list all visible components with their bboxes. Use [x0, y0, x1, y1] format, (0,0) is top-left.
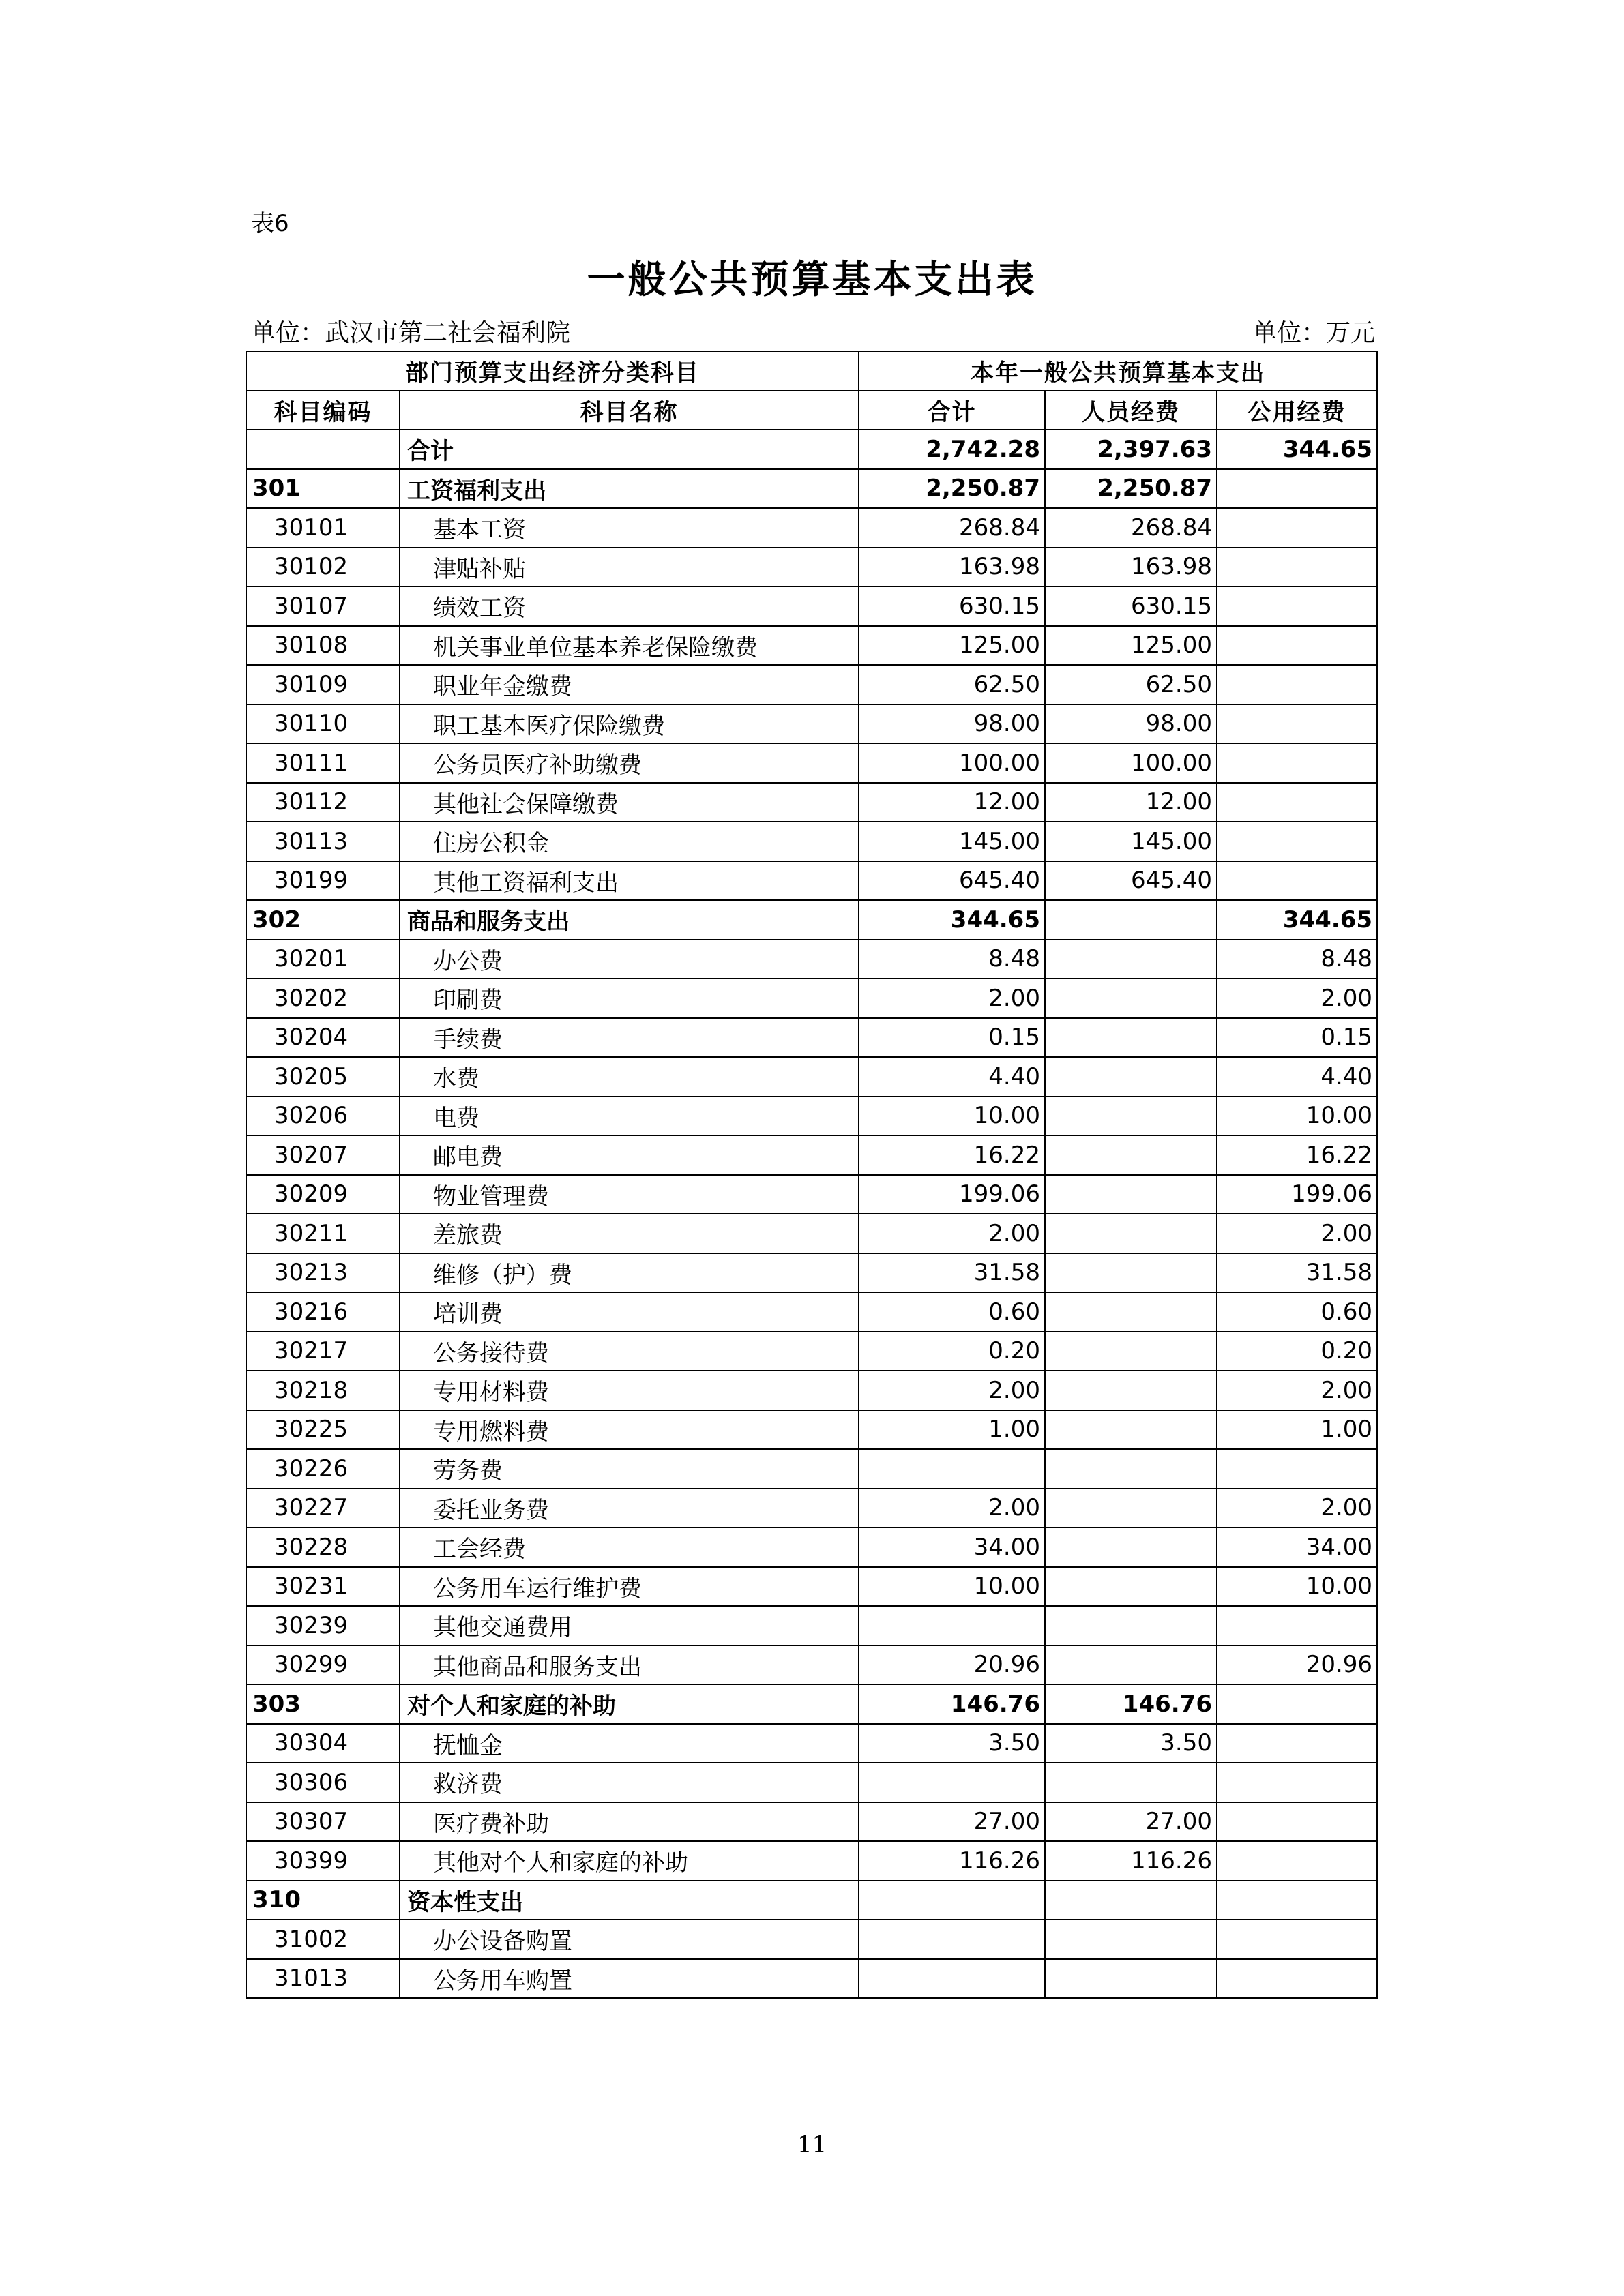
cell-name: 印刷费	[400, 979, 859, 1018]
table-row	[246, 1371, 1377, 1410]
cell-personnel: 98.00	[1045, 704, 1217, 744]
cell-total: 12.00	[859, 783, 1045, 822]
cell-personnel	[1045, 1489, 1217, 1528]
header-group-row	[246, 351, 1377, 391]
cell-code: 30112	[246, 783, 400, 822]
cell-code: 30199	[246, 861, 400, 901]
cell-total: 98.00	[859, 704, 1045, 744]
cell-name: 维修（护）费	[400, 1253, 859, 1293]
cell-name: 其他对个人和家庭的补助	[400, 1841, 859, 1881]
page-title: 一般公共预算基本支出表	[587, 257, 1037, 302]
cell-personnel: 125.00	[1045, 626, 1217, 666]
cell-personnel	[1045, 1567, 1217, 1607]
cell-personnel: 645.40	[1045, 861, 1217, 901]
cell-total	[859, 1920, 1045, 1959]
table-row	[246, 1332, 1377, 1371]
cell-public: 10.00	[1217, 1567, 1377, 1607]
cell-personnel	[1045, 1175, 1217, 1214]
table-row	[246, 1606, 1377, 1645]
cell-total: 2.00	[859, 1214, 1045, 1253]
cell-public: 2.00	[1217, 979, 1377, 1018]
cell-personnel	[1045, 1253, 1217, 1293]
cell-code: 301	[246, 469, 400, 509]
cell-code: 30211	[246, 1214, 400, 1253]
cell-public	[1217, 1802, 1377, 1842]
cell-public	[1217, 1724, 1377, 1763]
cell-public	[1217, 1763, 1377, 1802]
cell-personnel: 2,397.63	[1045, 430, 1217, 469]
table-row	[246, 783, 1377, 822]
cell-total: 1.00	[859, 1410, 1045, 1450]
cell-name: 对个人和家庭的补助	[400, 1684, 859, 1724]
cell-code: 303	[246, 1684, 400, 1724]
table-row	[246, 1724, 1377, 1763]
cell-name: 其他工资福利支出	[400, 861, 859, 901]
cell-personnel	[1045, 1332, 1217, 1371]
category-row	[246, 1684, 1377, 1724]
cell-total: 2.00	[859, 1489, 1045, 1528]
table-row	[246, 586, 1377, 626]
cell-total: 20.96	[859, 1645, 1045, 1685]
cell-public: 16.22	[1217, 1135, 1377, 1175]
table-row	[246, 822, 1377, 861]
cell-code: 30213	[246, 1253, 400, 1293]
cell-total	[859, 1959, 1045, 1999]
cell-name: 合计	[400, 430, 859, 469]
cell-public: 344.65	[1217, 900, 1377, 940]
cell-public	[1217, 743, 1377, 783]
cell-public	[1217, 1606, 1377, 1645]
cell-personnel	[1045, 1410, 1217, 1450]
cell-name: 差旅费	[400, 1214, 859, 1253]
table-row	[246, 1214, 1377, 1253]
cell-code: 30108	[246, 626, 400, 666]
cell-code: 30228	[246, 1527, 400, 1567]
cell-code: 30239	[246, 1606, 400, 1645]
cell-name: 办公费	[400, 940, 859, 979]
cell-name: 办公设备购置	[400, 1920, 859, 1959]
cell-public: 4.40	[1217, 1057, 1377, 1097]
cell-code: 30107	[246, 586, 400, 626]
cell-personnel: 630.15	[1045, 586, 1217, 626]
cell-code: 310	[246, 1881, 400, 1920]
header-total: 合计	[859, 391, 1045, 430]
cell-name: 基本工资	[400, 508, 859, 548]
cell-public: 31.58	[1217, 1253, 1377, 1293]
cell-personnel	[1045, 1920, 1217, 1959]
cell-total	[859, 1881, 1045, 1920]
cell-total: 0.15	[859, 1018, 1045, 1058]
table-row	[246, 1253, 1377, 1293]
cell-name: 津贴补贴	[400, 548, 859, 587]
cell-code: 30113	[246, 822, 400, 861]
cell-total: 2.00	[859, 1371, 1045, 1410]
total-row	[246, 430, 1377, 469]
cell-personnel	[1045, 900, 1217, 940]
cell-name: 商品和服务支出	[400, 900, 859, 940]
cell-name: 劳务费	[400, 1449, 859, 1489]
cell-total: 268.84	[859, 508, 1045, 548]
cell-total: 100.00	[859, 743, 1045, 783]
table-row	[246, 704, 1377, 744]
cell-public: 10.00	[1217, 1097, 1377, 1136]
cell-total: 0.20	[859, 1332, 1045, 1371]
cell-total: 146.76	[859, 1684, 1045, 1724]
cell-public	[1217, 508, 1377, 548]
cell-public	[1217, 1959, 1377, 1999]
table-row	[246, 1175, 1377, 1214]
cell-name: 公务员医疗补助缴费	[400, 743, 859, 783]
cell-name: 手续费	[400, 1018, 859, 1058]
header-personnel: 人员经费	[1045, 391, 1217, 430]
cell-personnel	[1045, 1214, 1217, 1253]
category-row	[246, 900, 1377, 940]
table-row	[246, 1135, 1377, 1175]
table-row	[246, 1645, 1377, 1685]
cell-public: 2.00	[1217, 1489, 1377, 1528]
cell-public	[1217, 1881, 1377, 1920]
cell-total: 3.50	[859, 1724, 1045, 1763]
cell-public: 0.20	[1217, 1332, 1377, 1371]
cell-total: 62.50	[859, 665, 1045, 704]
cell-name: 住房公积金	[400, 822, 859, 861]
unit-organization: 单位：武汉市第二社会福利院	[251, 319, 571, 347]
table-row	[246, 1292, 1377, 1332]
cell-personnel	[1045, 1881, 1217, 1920]
cell-code: 30227	[246, 1489, 400, 1528]
cell-personnel: 3.50	[1045, 1724, 1217, 1763]
cell-total: 116.26	[859, 1841, 1045, 1881]
table-row	[246, 1449, 1377, 1489]
cell-personnel: 163.98	[1045, 548, 1217, 587]
table-row	[246, 508, 1377, 548]
cell-public: 8.48	[1217, 940, 1377, 979]
cell-name: 资本性支出	[400, 1881, 859, 1920]
table-row	[246, 626, 1377, 666]
category-row	[246, 1881, 1377, 1920]
cell-personnel	[1045, 1018, 1217, 1058]
table-row	[246, 665, 1377, 704]
cell-name: 医疗费补助	[400, 1802, 859, 1842]
cell-code: 31002	[246, 1920, 400, 1959]
cell-personnel	[1045, 1645, 1217, 1685]
header-public: 公用经费	[1217, 391, 1377, 430]
cell-public	[1217, 586, 1377, 626]
cell-name: 公务接待费	[400, 1332, 859, 1371]
cell-code: 30101	[246, 508, 400, 548]
cell-name: 公务用车购置	[400, 1959, 859, 1999]
cell-total: 344.65	[859, 900, 1045, 940]
cell-personnel	[1045, 1606, 1217, 1645]
table-row	[246, 1527, 1377, 1567]
unit-row	[251, 314, 1375, 348]
cell-public: 34.00	[1217, 1527, 1377, 1567]
cell-personnel	[1045, 1292, 1217, 1332]
cell-personnel	[1045, 1527, 1217, 1567]
cell-code: 30299	[246, 1645, 400, 1685]
cell-total: 630.15	[859, 586, 1045, 626]
cell-name: 水费	[400, 1057, 859, 1097]
cell-name: 工会经费	[400, 1527, 859, 1567]
cell-personnel	[1045, 1057, 1217, 1097]
cell-code: 30109	[246, 665, 400, 704]
cell-personnel	[1045, 1097, 1217, 1136]
cell-public: 344.65	[1217, 430, 1377, 469]
table-row	[246, 1057, 1377, 1097]
cell-personnel	[1045, 979, 1217, 1018]
unit-currency: 单位：万元	[1252, 319, 1375, 347]
table-row	[246, 548, 1377, 587]
budget-table	[246, 351, 1378, 1999]
cell-code: 30217	[246, 1332, 400, 1371]
table-row	[246, 1802, 1377, 1842]
cell-total: 4.40	[859, 1057, 1045, 1097]
cell-code	[246, 430, 400, 469]
cell-name: 委托业务费	[400, 1489, 859, 1528]
cell-total: 163.98	[859, 548, 1045, 587]
cell-personnel: 268.84	[1045, 508, 1217, 548]
cell-code: 30218	[246, 1371, 400, 1410]
cell-personnel: 100.00	[1045, 743, 1217, 783]
cell-personnel: 145.00	[1045, 822, 1217, 861]
cell-public: 0.60	[1217, 1292, 1377, 1332]
cell-total	[859, 1763, 1045, 1802]
cell-public	[1217, 704, 1377, 744]
cell-public	[1217, 1684, 1377, 1724]
cell-total	[859, 1449, 1045, 1489]
header-column-row	[246, 391, 1377, 430]
table-label: 表6	[251, 210, 289, 237]
cell-name: 职工基本医疗保险缴费	[400, 704, 859, 744]
cell-public	[1217, 783, 1377, 822]
cell-code: 30216	[246, 1292, 400, 1332]
cell-code: 30226	[246, 1449, 400, 1489]
cell-name: 培训费	[400, 1292, 859, 1332]
cell-total: 27.00	[859, 1802, 1045, 1842]
cell-name: 专用材料费	[400, 1371, 859, 1410]
table-row	[246, 1841, 1377, 1881]
cell-public	[1217, 469, 1377, 509]
cell-code: 30202	[246, 979, 400, 1018]
cell-total: 8.48	[859, 940, 1045, 979]
cell-code: 30231	[246, 1567, 400, 1607]
cell-code: 302	[246, 900, 400, 940]
cell-public	[1217, 861, 1377, 901]
cell-personnel	[1045, 1371, 1217, 1410]
cell-public: 0.15	[1217, 1018, 1377, 1058]
cell-name: 工资福利支出	[400, 469, 859, 509]
cell-personnel	[1045, 1763, 1217, 1802]
cell-total: 10.00	[859, 1097, 1045, 1136]
cell-total: 16.22	[859, 1135, 1045, 1175]
cell-personnel	[1045, 1449, 1217, 1489]
cell-code: 30225	[246, 1410, 400, 1450]
cell-code: 30204	[246, 1018, 400, 1058]
table-row	[246, 1959, 1377, 1999]
cell-total: 2.00	[859, 979, 1045, 1018]
cell-code: 30205	[246, 1057, 400, 1097]
cell-public	[1217, 1920, 1377, 1959]
cell-name: 抚恤金	[400, 1724, 859, 1763]
cell-total: 125.00	[859, 626, 1045, 666]
cell-code: 30307	[246, 1802, 400, 1842]
cell-public: 199.06	[1217, 1175, 1377, 1214]
table-row	[246, 1097, 1377, 1136]
cell-personnel	[1045, 1959, 1217, 1999]
cell-code: 30102	[246, 548, 400, 587]
cell-name: 其他交通费用	[400, 1606, 859, 1645]
cell-personnel: 27.00	[1045, 1802, 1217, 1842]
category-row	[246, 469, 1377, 509]
cell-public: 2.00	[1217, 1214, 1377, 1253]
cell-total: 31.58	[859, 1253, 1045, 1293]
cell-code: 30207	[246, 1135, 400, 1175]
cell-public	[1217, 626, 1377, 666]
table-row	[246, 1410, 1377, 1450]
cell-name: 公务用车运行维护费	[400, 1567, 859, 1607]
cell-public	[1217, 548, 1377, 587]
table-row	[246, 979, 1377, 1018]
cell-code: 30201	[246, 940, 400, 979]
table-row	[246, 1920, 1377, 1959]
cell-public	[1217, 1449, 1377, 1489]
cell-personnel: 2,250.87	[1045, 469, 1217, 509]
header-name: 科目名称	[400, 391, 859, 430]
cell-personnel: 62.50	[1045, 665, 1217, 704]
cell-name: 职业年金缴费	[400, 665, 859, 704]
cell-code: 30399	[246, 1841, 400, 1881]
cell-name: 其他社会保障缴费	[400, 783, 859, 822]
cell-personnel	[1045, 1135, 1217, 1175]
table-row	[246, 1763, 1377, 1802]
cell-code: 30206	[246, 1097, 400, 1136]
cell-personnel: 116.26	[1045, 1841, 1217, 1881]
cell-name: 机关事业单位基本养老保险缴费	[400, 626, 859, 666]
cell-name: 电费	[400, 1097, 859, 1136]
cell-code: 30209	[246, 1175, 400, 1214]
table-row	[246, 743, 1377, 783]
cell-total: 34.00	[859, 1527, 1045, 1567]
cell-public	[1217, 1841, 1377, 1881]
table-row	[246, 861, 1377, 901]
cell-public: 2.00	[1217, 1371, 1377, 1410]
table-row	[246, 1018, 1377, 1058]
cell-personnel: 146.76	[1045, 1684, 1217, 1724]
header-group-left: 部门预算支出经济分类科目	[246, 351, 859, 391]
cell-public	[1217, 822, 1377, 861]
header-group-right: 本年一般公共预算基本支出	[859, 351, 1377, 391]
cell-name: 邮电费	[400, 1135, 859, 1175]
cell-name: 其他商品和服务支出	[400, 1645, 859, 1685]
table-row	[246, 1489, 1377, 1528]
cell-code: 30110	[246, 704, 400, 744]
cell-name: 救济费	[400, 1763, 859, 1802]
cell-public	[1217, 665, 1377, 704]
cell-code: 30306	[246, 1763, 400, 1802]
cell-total: 645.40	[859, 861, 1045, 901]
cell-code: 31013	[246, 1959, 400, 1999]
cell-name: 物业管理费	[400, 1175, 859, 1214]
cell-total: 199.06	[859, 1175, 1045, 1214]
page-number: 11	[797, 2131, 827, 2158]
table-row	[246, 940, 1377, 979]
header-code: 科目编码	[246, 391, 400, 430]
cell-code: 30304	[246, 1724, 400, 1763]
table-row	[246, 1567, 1377, 1607]
cell-personnel: 12.00	[1045, 783, 1217, 822]
cell-name: 专用燃料费	[400, 1410, 859, 1450]
cell-personnel	[1045, 940, 1217, 979]
cell-total: 2,742.28	[859, 430, 1045, 469]
cell-total: 2,250.87	[859, 469, 1045, 509]
cell-total	[859, 1606, 1045, 1645]
cell-total: 10.00	[859, 1567, 1045, 1607]
cell-code: 30111	[246, 743, 400, 783]
cell-public: 1.00	[1217, 1410, 1377, 1450]
cell-total: 0.60	[859, 1292, 1045, 1332]
cell-total: 145.00	[859, 822, 1045, 861]
cell-public: 20.96	[1217, 1645, 1377, 1685]
cell-name: 绩效工资	[400, 586, 859, 626]
